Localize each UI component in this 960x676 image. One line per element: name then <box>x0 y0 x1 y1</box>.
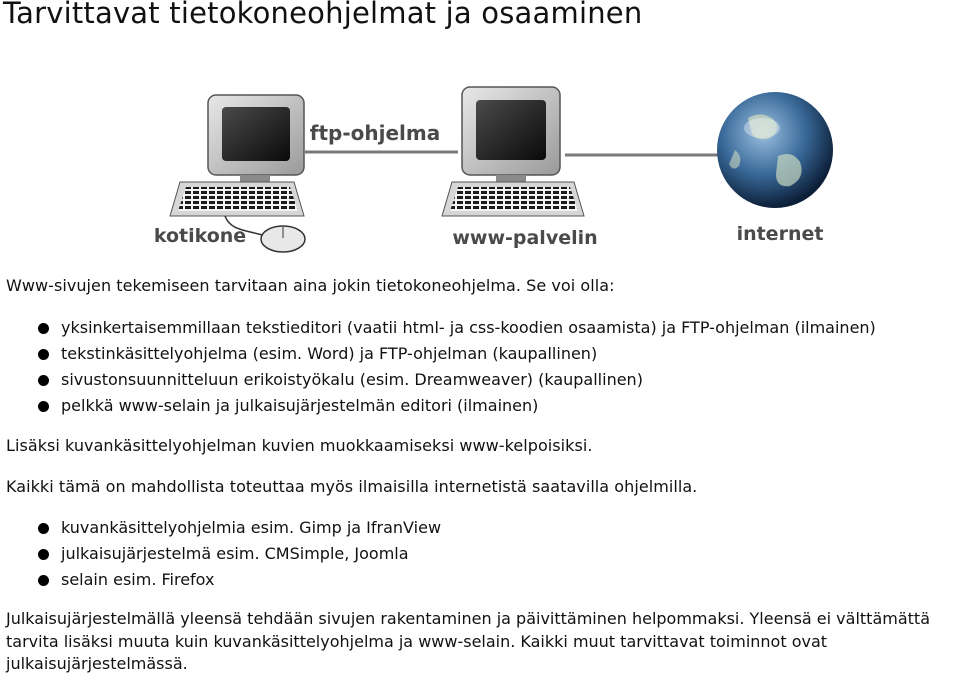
server-computer-icon <box>442 87 584 216</box>
page-title: Tarvittavat tietokoneohjelmat ja osaaminen <box>3 0 643 30</box>
extra-text: Lisäksi kuvankäsittelyohjelman kuvien muokkaamiseksi www-kelpoisiksi. <box>6 436 593 455</box>
list-item: yksinkertaisemmillaan tekstieditori (vaatii html- ja css-koodien osaamista) ja FTP-ohjelman (ilmainen) <box>0 318 876 344</box>
list-item: kuvankäsittelyohjelmia esim. Gimp ja IfranView <box>0 518 441 544</box>
label-server: www-palvelin <box>452 227 598 249</box>
label-home: kotikone <box>153 225 247 247</box>
list-item: tekstinkäsittelyohjelma (esim. Word) ja FTP-ohjelman (kaupallinen) <box>0 344 876 370</box>
free-tools-list <box>0 518 441 596</box>
label-ftp: ftp-ohjelma <box>309 121 441 145</box>
internet-globe-icon <box>717 92 833 208</box>
list-item: pelkkä www-selain ja julkaisujärjestelmän editori (ilmainen) <box>0 396 876 422</box>
network-diagram <box>0 70 960 260</box>
closing-paragraph: Julkaisujärjestelmällä yleensä tehdään sivujen rakentaminen ja päivittäminen helpommaksi. Yleensä ei välttämättä tarvita lisäksi muuta kuin kuvankäsittelyohjelma ja www-selain. Kaikki muut tarvittavat toiminnot ovat julkaisujärjestelmässä. <box>6 609 930 673</box>
list-item: selain esim. Firefox <box>0 570 441 596</box>
list-item: sivustonsuunnitteluun erikoistyökalu (esim. Dreamweaver) (kaupallinen) <box>0 370 876 396</box>
list-item: julkaisujärjestelmä esim. CMSimple, Joomla <box>0 544 441 570</box>
tools-list <box>0 318 876 422</box>
label-internet: internet <box>736 223 824 245</box>
intro-text: Www-sivujen tekemiseen tarvitaan aina jokin tietokoneohjelma. Se voi olla: <box>6 276 615 295</box>
free-intro-text: Kaikki tämä on mahdollista toteuttaa myös ilmaisilla internetistä saatavilla ohjelmilla. <box>6 477 698 496</box>
